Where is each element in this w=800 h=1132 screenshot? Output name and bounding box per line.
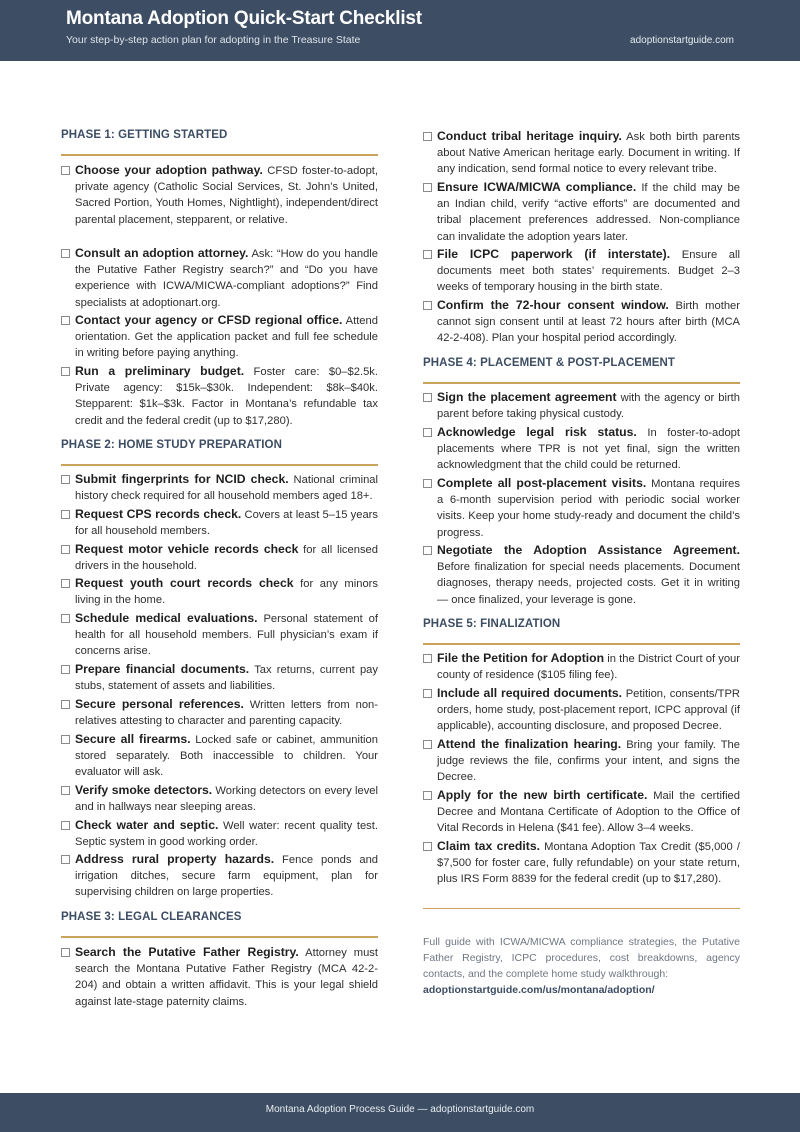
phase-divider (423, 382, 740, 384)
checklist-item[interactable]: Prepare financial documents. Tax returns, current pay stubs, statement of assets and liabilities. (61, 661, 378, 694)
guide-text: Full guide with ICWA/MICWA compliance strategies, the Putative Father Registry, ICPC procedures, cost breakdowns, agency contacts, and the complete home study walkthrough: (423, 936, 740, 980)
phase-4-title: PHASE 4: PLACEMENT & POST-PLACEMENT (423, 357, 676, 369)
checkbox-icon[interactable] (61, 510, 70, 519)
checklist-item[interactable]: Attend the finalization hearing. Bring your family. The judge reviews the file, confirms your intent, and signs the Decree. (423, 736, 740, 786)
checklist-item[interactable]: Consult an adoption attorney. Ask: “How do you handle the Putative Father Registry search?” and “Do you have experience with ICWA/MICWA-compliant adoptions?” Find specialists at adoptionart.org. (61, 245, 378, 311)
header-site[interactable]: adoptionstartguide.com (630, 35, 734, 46)
phase-2-title: PHASE 2: HOME STUDY PREPARATION (61, 439, 282, 451)
checkbox-icon[interactable] (423, 740, 432, 749)
checklist-item[interactable]: Contact your agency or CFSD regional office. Attend orientation. Get the application packet and full fee schedule in writing before paying anything. (61, 312, 378, 362)
checkbox-icon[interactable] (423, 393, 432, 402)
page-subtitle: Your step-by-step action plan for adopting in the Treasure State (66, 34, 361, 46)
checklist-item[interactable]: Check water and septic. Well water: recent quality test. Septic system in good working order. (61, 817, 378, 850)
checkbox-icon[interactable] (61, 166, 70, 175)
guide-note (423, 934, 740, 998)
checklist-item[interactable]: Request youth court records check for any minors living in the home. (61, 575, 378, 608)
guide-link[interactable]: adoptionstartguide.com/us/montana/adoption/ (423, 984, 655, 996)
checkbox-icon[interactable] (423, 428, 432, 437)
checkbox-icon[interactable] (61, 855, 70, 864)
phase-divider (61, 936, 378, 938)
checkbox-icon[interactable] (423, 479, 432, 488)
checkbox-icon[interactable] (61, 614, 70, 623)
checkbox-icon[interactable] (423, 301, 432, 310)
checklist-item[interactable]: Secure all firearms. Locked safe or cabinet, ammunition stored separately. Both inaccessible to children. Your evaluator will ask. (61, 731, 378, 781)
phase-divider (423, 643, 740, 645)
phase-4-heading (423, 357, 740, 369)
phase-2-heading (61, 439, 378, 451)
guide-divider (423, 908, 740, 909)
checklist-item[interactable]: Secure personal references. Written letters from non-relatives attesting to character and parenting capacity. (61, 696, 378, 729)
checkbox-icon[interactable] (423, 842, 432, 851)
page-header (0, 0, 800, 61)
checklist-item[interactable]: Choose your adoption pathway. CFSD foster-to-adopt, private agency (Catholic Social Services, St. John’s United, Sacred Portion, Youth Homes, Nightlight), independent/direct parental placement, stepparent, or relative. (61, 162, 378, 228)
phase-3-title: PHASE 3: LEGAL CLEARANCES (61, 911, 242, 923)
checklist-item[interactable]: Claim tax credits. Montana Adoption Tax Credit ($5,000 / $7,500 for foster care, fully refundable) on your state return, plus IRS Form 8839 for the federal credit (up to $17,280). (423, 838, 740, 888)
checklist-item[interactable]: Apply for the new birth certificate. Mail the certified Decree and Montana Certificate of Adoption to the Office of Vital Records in Helena ($41 fee). Allow 3–4 weeks. (423, 787, 740, 837)
phase-divider (61, 464, 378, 466)
checklist-item[interactable]: Acknowledge legal risk status. In foster-to-adopt placements where TPR is not yet final, sign the written acknowledgment that the child could be returned. (423, 424, 740, 474)
checkbox-icon[interactable] (423, 250, 432, 259)
checklist-item[interactable]: Run a preliminary budget. Foster care: $0–$2.5k. Private agency: $15k–$30k. Independent: $8k–$40k. Stepparent: $1k–$3k. Factor in Montana’s refundable tax credit and the federal credit (up to $17,280). (61, 363, 378, 429)
phase-5-heading (423, 618, 740, 630)
checkbox-icon[interactable] (61, 545, 70, 554)
checklist-item[interactable]: File ICPC paperwork (if interstate). Ensure all documents meet both states’ requirements. Budget 2–3 weeks of temporary housing in the birth state. (423, 246, 740, 296)
footer-text: Montana Adoption Process Guide — adoptionstartguide.com (265, 1104, 535, 1115)
phase-5-title: PHASE 5: FINALIZATION (423, 618, 561, 630)
phase-divider (61, 154, 378, 156)
checkbox-icon[interactable] (423, 654, 432, 663)
checkbox-icon[interactable] (61, 735, 70, 744)
checkbox-icon[interactable] (61, 316, 70, 325)
checklist-item[interactable]: Submit fingerprints for NCID check. National criminal history check required for all household members aged 18+. (61, 471, 378, 504)
checkbox-icon[interactable] (61, 700, 70, 709)
checklist-item[interactable]: Confirm the 72-hour consent window. Birth mother cannot sign consent until at least 72 hours after birth (MCA 42-2-408). Plan your hospital period accordingly. (423, 297, 740, 347)
checklist-item[interactable]: Sign the placement agreement with the agency or birth parent before taking physical custody. (423, 389, 740, 422)
checklist-item[interactable]: Verify smoke detectors. Working detectors on every level and in hallways near sleeping areas. (61, 782, 378, 815)
checklist-item[interactable]: Address rural property hazards. Fence ponds and irrigation ditches, secure farm equipment, plan for supervising children on large properties. (61, 851, 378, 901)
checkbox-icon[interactable] (423, 689, 432, 698)
checkbox-icon[interactable] (423, 791, 432, 800)
checklist-item[interactable]: Search the Putative Father Registry. Attorney must search the Montana Putative Father Registry (MCA 42-2-204) and obtain a written affidavit. This is your legal shield against late-stage paternity claims. (61, 944, 378, 1010)
checkbox-icon[interactable] (61, 475, 70, 484)
checklist-item[interactable]: File the Petition for Adoption in the District Court of your county of residence ($105 filing fee). (423, 650, 740, 683)
page-footer (0, 1093, 800, 1132)
checklist-item[interactable]: Request CPS records check. Covers at least 5–15 years for all household members. (61, 506, 378, 539)
checklist-item[interactable]: Conduct tribal heritage inquiry. Ask both birth parents about Native American heritage early. Document in writing. If any indication, send formal notice to every relevant tribe. (423, 128, 740, 178)
checklist-item[interactable]: Negotiate the Adoption Assistance Agreement. Before finalization for special needs placements. Document diagnoses, therapy needs, projected costs. Get it in writing — once finalized, your leverage is gone. (423, 542, 740, 608)
checkbox-icon[interactable] (61, 367, 70, 376)
checkbox-icon[interactable] (423, 132, 432, 141)
checkbox-icon[interactable] (61, 249, 70, 258)
checklist-item[interactable]: Schedule medical evaluations. Personal statement of health for all household members. Full physician’s exam if concerns arise. (61, 610, 378, 660)
page-title: Montana Adoption Quick-Start Checklist (66, 8, 422, 29)
checkbox-icon[interactable] (423, 183, 432, 192)
checkbox-icon[interactable] (61, 948, 70, 957)
phase-1-heading (61, 129, 378, 141)
checkbox-icon[interactable] (423, 546, 432, 555)
checkbox-icon[interactable] (61, 579, 70, 588)
phase-1-title: PHASE 1: GETTING STARTED (61, 129, 228, 141)
phase-3-heading (61, 911, 378, 923)
checkbox-icon[interactable] (61, 786, 70, 795)
checklist-item[interactable]: Ensure ICWA/MICWA compliance. If the child may be an Indian child, verify “active efforts” are documented and tribal placement preferences addressed. Non-compliance can invalidate the adoption years later. (423, 179, 740, 245)
checklist-item[interactable]: Request motor vehicle records check for all licensed drivers in the household. (61, 541, 378, 574)
checklist-item[interactable]: Include all required documents. Petition, consents/TPR orders, home study, post-placement report, ICPC approval (if applicable), accounting disclosure, and proposed Decree. (423, 685, 740, 735)
checkbox-icon[interactable] (61, 665, 70, 674)
checkbox-icon[interactable] (61, 821, 70, 830)
checklist-item[interactable]: Complete all post-placement visits. Montana requires a 6-month supervision period with periodic social worker visits. Keep your home study-ready and document the child’s progress. (423, 475, 740, 541)
